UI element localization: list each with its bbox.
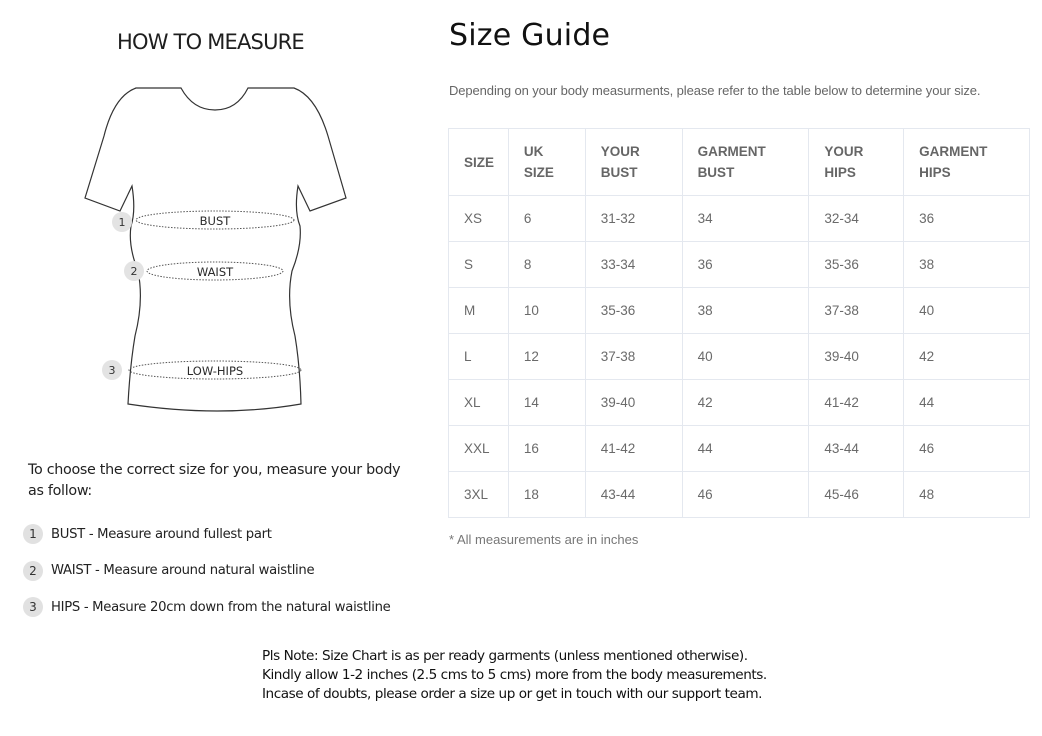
column-header-line: HIPS (919, 165, 951, 180)
measure-steps-list (23, 522, 390, 632)
table-row (449, 426, 1030, 472)
table-cell: XXL (449, 426, 509, 472)
table-cell: 46 (904, 426, 1030, 472)
size-guide-title: Size Guide (449, 18, 611, 53)
table-cell: 38 (904, 242, 1030, 288)
note-line: Kindly allow 1-2 inches (2.5 cms to 5 cms) more from the body measurements. (262, 667, 767, 683)
column-header (508, 129, 585, 196)
table-cell: 44 (682, 426, 809, 472)
column-header (809, 129, 904, 196)
table-cell: 46 (682, 472, 809, 518)
marker-2-number: 2 (130, 265, 138, 278)
garment-measurement-diagram (80, 76, 360, 421)
table-cell: 39-40 (809, 334, 904, 380)
column-header-line: BUST (600, 165, 638, 180)
note-line: Pls Note: Size Chart is as per ready garments (unless mentioned otherwise). (262, 648, 748, 664)
table-cell: 42 (682, 380, 809, 426)
table-row (449, 380, 1030, 426)
table-cell: 48 (904, 472, 1030, 518)
measure-instructions: To choose the correct size for you, measure your body as follow: (28, 462, 401, 499)
table-cell: 39-40 (585, 380, 682, 426)
column-header (904, 129, 1030, 196)
column-header-line: UK (523, 144, 544, 159)
column-header-line: HIPS (824, 165, 856, 180)
column-header-line: YOUR (824, 144, 864, 159)
bust-label: BUST (199, 214, 231, 228)
table-row (449, 334, 1030, 380)
table-cell: 6 (508, 196, 585, 242)
table-row (449, 472, 1030, 518)
table-cell: 38 (682, 288, 809, 334)
column-header-line: YOUR (600, 144, 640, 159)
table-cell: 36 (682, 242, 809, 288)
waist-label: WAIST (196, 265, 234, 279)
table-row (449, 288, 1030, 334)
step-number-badge: 1 (23, 524, 43, 544)
table-cell: 42 (904, 334, 1030, 380)
low-hips-label: LOW-HIPS (186, 364, 244, 378)
step-item (23, 595, 390, 619)
table-cell: 18 (508, 472, 585, 518)
table-cell: 35-36 (809, 242, 904, 288)
column-header (682, 129, 809, 196)
table-cell: L (449, 334, 509, 380)
table-cell: 32-34 (809, 196, 904, 242)
table-cell: 8 (508, 242, 585, 288)
table-cell: XS (449, 196, 509, 242)
column-header-line: GARMENT (697, 144, 766, 159)
table-header-row (449, 129, 1030, 196)
size-chart-note (262, 647, 822, 704)
table-cell: 16 (508, 426, 585, 472)
table-cell: XL (449, 380, 509, 426)
measurement-unit-footnote: * All measurements are in inches (449, 532, 639, 547)
table-cell: 41-42 (585, 426, 682, 472)
table-cell: 37-38 (585, 334, 682, 380)
table-row (449, 242, 1030, 288)
table-cell: M (449, 288, 509, 334)
marker-3-number: 3 (108, 364, 116, 377)
step-item (23, 522, 390, 546)
table-cell: 43-44 (585, 472, 682, 518)
table-cell: 10 (508, 288, 585, 334)
table-cell: 33-34 (585, 242, 682, 288)
note-line: Incase of doubts, please order a size up or get in touch with our support team. (262, 686, 763, 702)
step-text: BUST - Measure around fullest part (51, 526, 272, 542)
table-cell: 35-36 (585, 288, 682, 334)
table-cell: 3XL (449, 472, 509, 518)
size-guide-description: Depending on your body measurments, please refer to the table below to determine your size. (449, 83, 981, 98)
how-to-measure-title: HOW TO MEASURE (117, 30, 304, 54)
step-number-badge: 3 (23, 597, 43, 617)
table-cell: 14 (508, 380, 585, 426)
column-header-line: GARMENT (919, 144, 988, 159)
table-cell: 40 (682, 334, 809, 380)
step-text: WAIST - Measure around natural waistline (51, 563, 315, 578)
table-row (449, 196, 1030, 242)
step-number-badge: 2 (23, 561, 43, 581)
column-header (585, 129, 682, 196)
column-header-line: SIZE (523, 165, 554, 180)
table-cell: 40 (904, 288, 1030, 334)
column-header-line: BUST (697, 165, 735, 180)
step-text: HIPS - Measure 20cm down from the natural waistline (51, 599, 391, 615)
table-cell: 43-44 (809, 426, 904, 472)
size-table (448, 128, 1030, 518)
table-cell: 34 (682, 196, 809, 242)
table-cell: 44 (904, 380, 1030, 426)
table-cell: 12 (508, 334, 585, 380)
table-cell: 45-46 (809, 472, 904, 518)
marker-1-number: 1 (118, 216, 126, 229)
table-cell: S (449, 242, 509, 288)
table-cell: 31-32 (585, 196, 682, 242)
table-cell: 36 (904, 196, 1030, 242)
table-cell: 37-38 (809, 288, 904, 334)
column-header (449, 129, 509, 196)
column-header-line: SIZE (464, 154, 495, 170)
tshirt-outline-icon (80, 76, 360, 421)
step-item (23, 559, 390, 583)
table-cell: 41-42 (809, 380, 904, 426)
